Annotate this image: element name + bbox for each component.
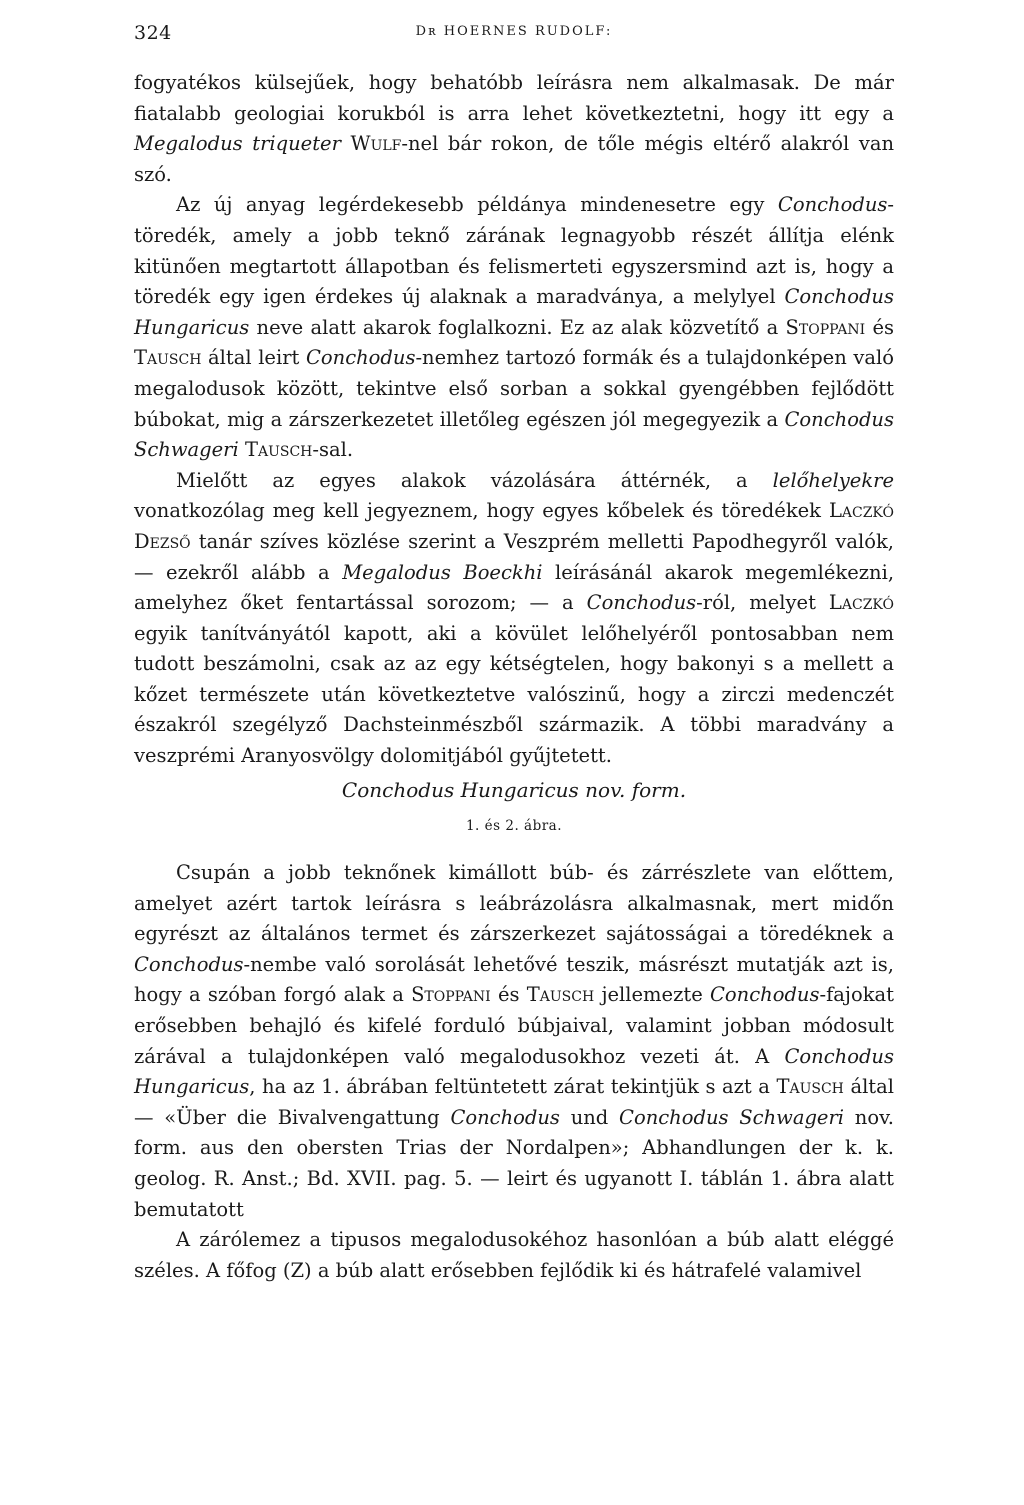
paragraph-5: A zárólemez a tipusos megalodusokéhoz hasonlóan a búb alatt eléggé széles. A főfog (Z) a búb alatt erősebben fejlődik ki és hátrafelé valamivel <box>134 1228 894 1282</box>
page-header <box>134 22 894 48</box>
body-text-upper <box>134 68 894 772</box>
paragraph-2: Az új anyag legérdekesebb példánya mindenesetre egy Conchodus-töredék, amely a jobb teknő zárának legnagyobb részét állítja elénk kitünően megtartott állapotban és felismerteti egyszersmind azt is, hogy a töredék egy igen érdekes új alaknak a maradványa, a melylyel Conchodus Hungaricus neve alatt akarok foglalkozni. Ez az alak közvetítő a Stoppani és Tausch által leirt Conchodus-nemhez tartozó formák és a tulajdonképen való megalodusok között, tekintve első sorban a sokkal gyengébben fejlődött búbokat, mig a zárszerkezetet illetőleg egészen jól megegyezik a Conchodus Schwageri Tausch-sal. <box>134 193 894 462</box>
page-number: 324 <box>134 22 172 44</box>
section-title: Conchodus Hungaricus nov. form. <box>341 778 687 802</box>
author-name: Wulf <box>350 132 402 156</box>
species-name: Megalodus triqueter <box>134 132 341 156</box>
running-title: Dʀ HOERNES RUDOLF: <box>415 24 613 39</box>
paragraph-3: Mielőtt az egyes alakok vázolására áttérnék, a lelőhelyekre vonatkozólag meg kell jegyeznem, hogy egyes kőbelek és töredékek Laczkó Dezső tanár szíves közlése szerint a Veszprém melletti Papodhegyről valók, — ezekről alább a Megalodus Boeckhi leírásánál akarok megemlékezni, amelyhez őket fentartással sorozom; — a Conchodus-ról, melyet Laczkó egyik tanítványától kapott, aki a kövület lelőhelyéről pontosabban nem tudott beszámolni, csak az az egy kétségtelen, hogy bakonyi s a mellett a kőzet természete után következtetve valószinű, hogy a zirczi medenczét északról szegélyző Dachsteinmészből származik. A többi maradvány a veszprémi Aranyosvölgy dolomitjából gyűjtetett. <box>134 468 895 768</box>
body-text-lower <box>134 858 894 1286</box>
paragraph-4: Csupán a jobb teknőnek kimállott búb- és zárrészlete van előttem, amelyet azért tartok leírásra s leábrázolásra alkalmasnak, mert midőn egyrészt az általános termet és zárszerkezet sajátosságai a töredéknek a Conchodus-nembe való sorolását lehetővé teszik, másrészt mutatják azt is, hogy a szóban forgó alak a Stoppani és Tausch jellemezte Conchodus-fajokat erősebben behajló és kifelé forduló búbjaival, valamint jobban módosult zárával a tulajdonképen való megalodusokhoz vezeti át. A Conchodus Hungaricus, ha az 1. ábrában feltüntetett zárat tekintjük s azt a Tausch által — «Über die Bivalvengattung Conchodus und Conchodus Schwageri nov. form. aus den obersten Trias der Nordalpen»; Abhandlungen der k. k. geolog. R. Anst.; Bd. XVII. pag. 5. — leirt és ugyanott I. táblán 1. ábra alatt bemutatott <box>134 861 895 1221</box>
figure-reference: 1. és 2. ábra. <box>465 818 563 834</box>
paragraph-continuation: fogyatékos külsejűek, hogy behatóbb leírásra nem alkalmasak. De már fiatalabb geologiai korukból is arra lehet következtetni, hogy itt egy a Megalodus triqueter Wulf-nel bár rokon, de tőle mégis eltérő alakról van szó. <box>134 71 895 186</box>
